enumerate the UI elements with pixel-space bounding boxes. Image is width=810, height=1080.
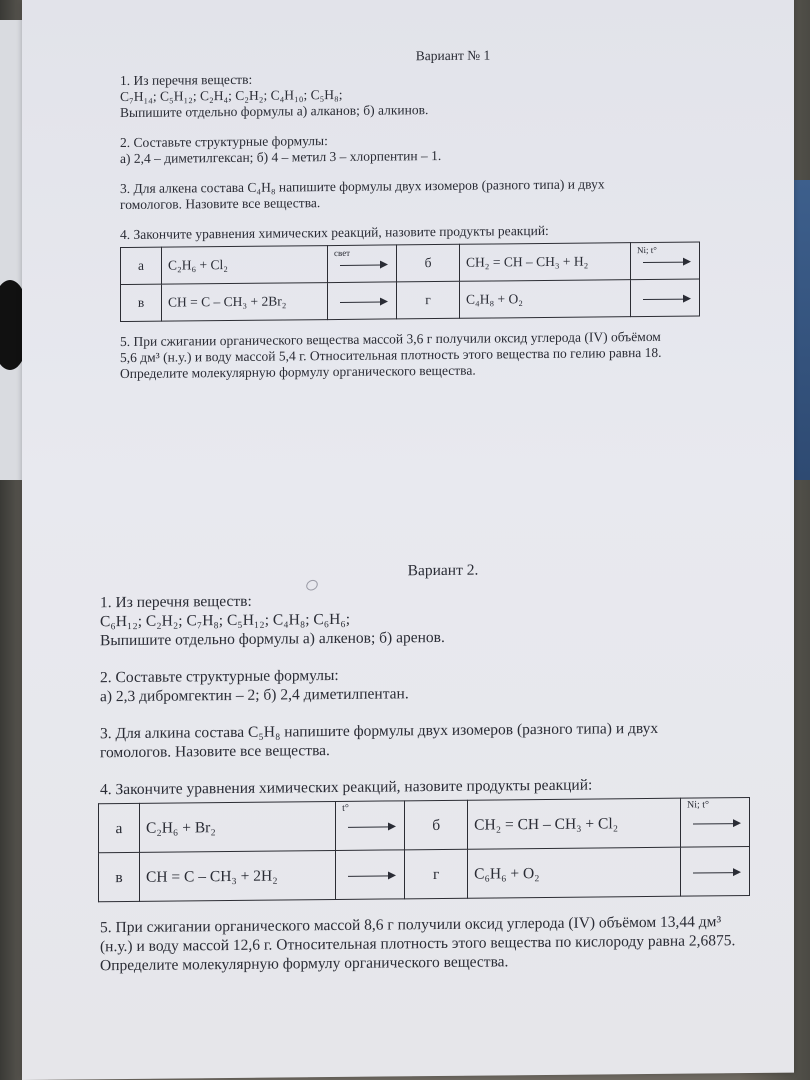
variant-1 xyxy=(22,45,794,383)
reaction-formula: C₂H₆ + Br₂ xyxy=(140,801,336,852)
q3-line: 3. Для алкина состава C₅H₈ напишите формулы двух изомеров (разного типа) и двух xyxy=(100,719,659,743)
arrow-right-icon xyxy=(340,301,386,302)
reaction-condition: Ni; t° xyxy=(637,244,657,256)
q2-line: 2. Составьте структурные формулы: xyxy=(120,133,328,151)
reaction-arrow-cell xyxy=(681,798,750,848)
q1-line: 1. Из перечня веществ: xyxy=(100,592,252,612)
arrow-right-icon xyxy=(693,823,739,824)
arrow-right-icon xyxy=(643,261,689,262)
reaction-row xyxy=(99,847,750,902)
q5-line: 5. При сжигании органического вещества массой 3,6 г получили оксид углерода (IV) объёмом xyxy=(120,328,661,350)
reaction-arrow-cell xyxy=(336,801,405,851)
arrow-right-icon xyxy=(348,826,394,827)
q5-line: Определите молекулярную формулу органического вещества. xyxy=(100,953,509,975)
reaction-letter: б xyxy=(405,800,468,850)
reaction-arrow-cell xyxy=(336,850,405,900)
reaction-condition: Ni; t° xyxy=(687,799,710,811)
q3-line: 3. Для алкена состава C₄H₈ напишите формулы двух изомеров (разного типа) и двух xyxy=(120,176,605,197)
q5-line: 5. При сжигании органического массой 8,6 г получили оксид углерода (IV) объёмом 13,44 дм³ xyxy=(100,913,722,937)
q4-heading: 4. Закончите уравнения химических реакций, назовите продукты реакций: xyxy=(100,776,593,799)
q1-line: 1. Из перечня веществ: xyxy=(120,71,253,89)
reaction-formula: CH₂ = CH – CH₃ + H₂ xyxy=(460,243,631,282)
reaction-letter: в xyxy=(99,852,140,901)
reaction-formula: CH = C – CH₃ + 2H₂ xyxy=(140,850,336,901)
q5-line: (н.у.) и воду массой 12,6 г. Относительная плотность этого вещества по кислороду равна 2,6875. xyxy=(100,932,736,956)
q1-line: Выпишите отдельно формулы а) алкенов; б) аренов. xyxy=(100,628,445,650)
q2-line: а) 2,3 дибромгектин – 2; б) 2,4 диметилпентан. xyxy=(100,685,409,706)
q1-line: Выпишите отдельно формулы а) алканов; б) алкинов. xyxy=(120,102,429,121)
reaction-letter: г xyxy=(397,281,460,319)
reaction-letter: г xyxy=(405,849,468,899)
reaction-formula: CH₂ = CH – CH₃ + Cl₂ xyxy=(468,798,681,849)
variant-2 xyxy=(22,558,794,976)
q5-line: Определите молекулярную формулу органического вещества. xyxy=(120,362,476,382)
reaction-letter: а xyxy=(99,803,140,852)
q4-heading: 4. Закончите уравнения химических реакций, назовите продукты реакций: xyxy=(120,222,549,243)
q3-line: гомологов. Назовите все вещества. xyxy=(120,195,321,213)
reaction-row xyxy=(99,798,750,853)
arrow-right-icon xyxy=(643,298,689,299)
reaction-row xyxy=(121,242,700,285)
reaction-arrow-cell xyxy=(328,282,397,320)
reactions-table xyxy=(120,241,700,322)
reaction-row xyxy=(121,279,700,322)
arrow-right-icon xyxy=(340,264,386,265)
reaction-arrow-cell xyxy=(631,242,700,280)
q1-line: C₇H₁₄; C₅H₁₂; C₂H₄; C₂H₂; C₄H₁₀; C₅H₈; xyxy=(120,86,343,105)
reaction-condition: свет xyxy=(334,247,351,259)
q3-line: гомологов. Назовите все вещества. xyxy=(100,742,330,762)
q2-line: а) 2,4 – диметилгексан; б) 4 – метил 3 – хлорпентин – 1. xyxy=(120,147,442,167)
reaction-arrow-cell xyxy=(681,847,750,897)
reaction-condition: t° xyxy=(342,802,349,814)
reaction-formula: C₂H₆ + Cl₂ xyxy=(162,246,328,285)
reaction-formula: C₆H₆ + O₂ xyxy=(468,847,681,898)
reaction-letter: б xyxy=(397,244,460,282)
variant-title: Вариант № 1 xyxy=(415,47,491,64)
reactions-table xyxy=(98,797,750,902)
reaction-arrow-cell xyxy=(328,245,397,283)
worksheet-paper xyxy=(22,0,794,1080)
q1-line: C₆H₁₂; C₂H₂; C₇H₈; C₅H₁₂; C₄H₈; C₆H₆; xyxy=(100,610,351,631)
q5-line: 5,6 дм³ (н.у.) и воду массой 5,4 г. Относительная плотность этого вещества по гелию равна 18. xyxy=(120,344,662,366)
variant-title: Вариант 2. xyxy=(407,561,479,580)
reaction-formula: C₄H₈ + O₂ xyxy=(460,280,631,319)
q2-line: 2. Составьте структурные формулы: xyxy=(100,666,339,687)
reaction-formula: CH = C – CH₃ + 2Br₂ xyxy=(162,283,328,322)
reaction-letter: в xyxy=(121,284,162,321)
arrow-right-icon xyxy=(348,875,394,876)
reaction-letter: а xyxy=(121,247,162,284)
arrow-right-icon xyxy=(693,872,739,873)
reaction-arrow-cell xyxy=(631,279,700,317)
